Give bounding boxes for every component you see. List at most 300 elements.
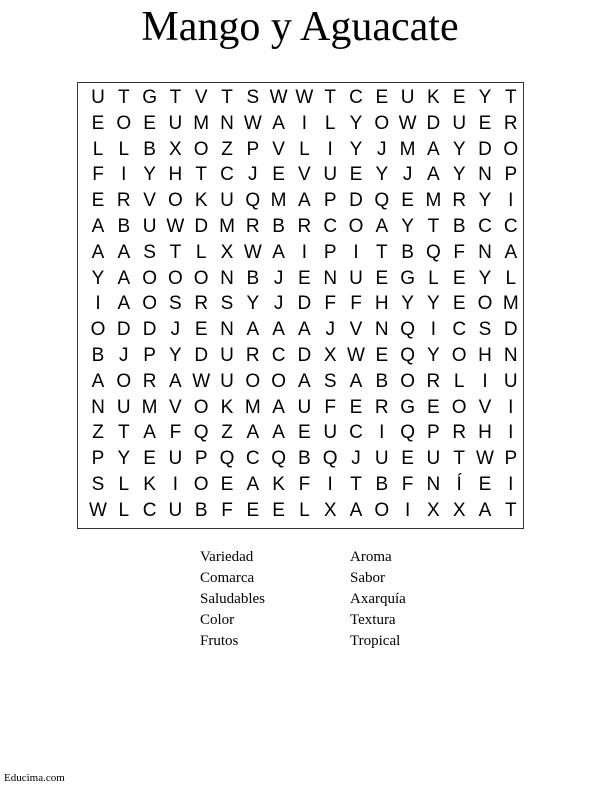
grid-letter: O	[142, 267, 157, 289]
grid-letter: O	[193, 138, 209, 160]
grid-letter: U	[503, 370, 518, 392]
grid-letter: U	[374, 448, 389, 470]
grid-letter: P	[504, 164, 518, 186]
grid-letter: L	[299, 138, 310, 160]
grid-letter: B	[298, 448, 311, 470]
grid-letter: I	[301, 241, 308, 263]
grid-letter: U	[220, 345, 234, 366]
grid-letter: O	[451, 396, 467, 418]
grid-letter: A	[169, 370, 182, 392]
grid-letter: C	[271, 345, 286, 366]
grid-letter: H	[478, 345, 492, 366]
grid-letter: C	[349, 87, 363, 108]
grid-letter: U	[168, 499, 183, 521]
grid-letter: U	[142, 216, 157, 237]
grid-letter: P	[323, 241, 337, 263]
grid-letter: R	[116, 190, 131, 212]
grid-letter: U	[452, 112, 467, 134]
grid-letter: J	[325, 319, 335, 341]
grid-letter: D	[194, 345, 209, 366]
grid-letter: A	[246, 422, 260, 444]
grid-letter: G	[400, 396, 415, 418]
word-list-left-column	[200, 547, 265, 652]
grid-letter: W	[476, 448, 494, 470]
grid-letter: E	[91, 190, 105, 212]
grid-letter: T	[504, 87, 517, 108]
grid-letter: I	[430, 319, 437, 341]
grid-letter: J	[248, 164, 258, 186]
grid-letter: I	[482, 370, 488, 392]
word-item: Comarca	[200, 570, 255, 586]
grid-letter: U	[116, 396, 131, 418]
grid-letter: Y	[401, 293, 414, 315]
grid-letter: T	[169, 87, 182, 108]
grid-letter: G	[400, 267, 415, 289]
grid-letter: W	[269, 87, 288, 108]
grid-letter: T	[350, 474, 362, 495]
grid-letter: A	[143, 422, 156, 444]
grid-letter: V	[143, 190, 156, 212]
grid-letter: U	[323, 164, 338, 186]
grid-letter: M	[399, 138, 416, 160]
grid-letter: M	[502, 293, 519, 315]
grid-letter: L	[505, 267, 517, 289]
grid-letter: Y	[375, 164, 389, 186]
grid-letter: L	[428, 267, 439, 289]
grid-letter: U	[91, 87, 105, 108]
grid-letter: O	[116, 370, 132, 392]
grid-letter: Y	[452, 164, 466, 186]
grid-letter: A	[272, 422, 285, 444]
grid-row	[78, 472, 525, 498]
grid-letter: B	[143, 138, 156, 160]
word-item: Variedad	[200, 549, 254, 565]
grid-row	[78, 188, 525, 214]
grid-letter: B	[246, 267, 260, 289]
grid-letter: X	[220, 241, 234, 263]
grid-letter: L	[195, 241, 207, 263]
grid-letter: T	[117, 422, 130, 444]
grid-letter: A	[91, 241, 105, 263]
grid-letter: U	[323, 422, 338, 444]
grid-letter: A	[272, 396, 285, 418]
grid-letter: N	[220, 112, 234, 134]
grid-letter: F	[453, 241, 465, 263]
grid-letter: Y	[452, 138, 466, 160]
grid-letter: E	[375, 267, 389, 289]
grid-letter: A	[272, 112, 285, 134]
grid-letter: D	[426, 112, 441, 134]
grid-letter: U	[426, 448, 441, 470]
grid-letter: Y	[427, 293, 440, 315]
page-title: Mango y Aguacate	[141, 4, 459, 50]
grid-letter: M	[425, 190, 442, 212]
grid-letter: Q	[426, 241, 441, 263]
grid-letter: P	[194, 448, 208, 470]
word-item: Saludables	[200, 591, 265, 607]
word-item: Axarquía	[350, 591, 406, 607]
grid-letter: T	[117, 87, 130, 108]
grid-letter: O	[477, 293, 493, 315]
grid-letter: I	[353, 241, 359, 263]
grid-letter: A	[349, 370, 363, 392]
grid-letter: A	[272, 241, 285, 263]
grid-letter: R	[194, 293, 209, 315]
grid-letter: K	[143, 474, 156, 495]
grid-letter: P	[427, 422, 440, 444]
grid-letter: E	[246, 499, 260, 521]
grid-letter: V	[194, 87, 208, 108]
grid-letter: C	[220, 164, 234, 186]
grid-letter: P	[246, 138, 260, 160]
grid-letter: A	[246, 474, 260, 495]
grid-letter: C	[452, 319, 467, 341]
grid-letter: I	[327, 138, 333, 160]
grid-letter: D	[349, 190, 363, 212]
grid-letter: Y	[427, 345, 440, 366]
grid-letter: D	[194, 216, 209, 237]
grid-letter: W	[347, 345, 365, 366]
grid-letter: Y	[401, 216, 414, 237]
grid-letter: J	[402, 164, 413, 186]
grid-letter: T	[221, 87, 233, 108]
grid-letter: E	[401, 190, 414, 212]
grid-letter: A	[298, 190, 311, 212]
grid-letter: Y	[143, 164, 156, 186]
grid-letter: S	[143, 241, 156, 263]
grid-row	[78, 395, 525, 421]
grid-letter: Y	[246, 293, 260, 315]
grid-letter: N	[323, 267, 338, 289]
grid-letter: F	[324, 293, 336, 315]
grid-letter: D	[297, 293, 312, 315]
grid-letter: X	[427, 499, 440, 521]
grid-letter: K	[272, 474, 285, 495]
grid-letter: A	[117, 293, 131, 315]
grid-letter: N	[426, 474, 441, 495]
grid-letter: L	[299, 499, 310, 521]
grid-letter: F	[298, 474, 311, 495]
grid-letter: O	[400, 370, 415, 392]
grid-letter: R	[452, 190, 467, 212]
grid-row	[78, 369, 525, 395]
grid-letter: Í	[456, 474, 462, 495]
grid-letter: B	[401, 241, 414, 263]
grid-letter: A	[91, 216, 105, 237]
grid-letter: J	[119, 345, 129, 366]
word-list	[0, 547, 600, 657]
grid-letter: O	[193, 396, 209, 418]
grid-letter: E	[452, 87, 466, 108]
grid-letter: E	[452, 293, 466, 315]
grid-letter: Q	[322, 448, 338, 470]
grid-letter: I	[508, 422, 514, 444]
grid-letter: H	[168, 164, 183, 186]
grid-letter: A	[246, 319, 260, 341]
grid-letter: J	[170, 319, 181, 341]
grid-letter: T	[427, 216, 440, 237]
grid-letter: L	[92, 138, 104, 160]
grid-letter: D	[116, 319, 131, 341]
grid-letter: N	[503, 345, 518, 366]
grid-letter: Z	[221, 422, 233, 444]
grid-letter: Z	[221, 138, 233, 160]
grid-letter: R	[142, 370, 157, 392]
grid-letter: F	[169, 422, 182, 444]
grid-letter: F	[350, 293, 362, 315]
grid-letter: M	[270, 190, 287, 212]
grid-letter: E	[427, 396, 440, 418]
grid-letter: T	[169, 241, 182, 263]
grid-letter: P	[143, 345, 156, 366]
grid-letter: C	[503, 216, 518, 237]
grid-letter: X	[323, 499, 337, 521]
grid-letter: E	[143, 112, 156, 134]
grid-row	[78, 240, 525, 266]
grid-letter: O	[116, 112, 132, 134]
grid-letter: B	[117, 216, 131, 237]
grid-letter: O	[142, 293, 157, 315]
grid-letter: E	[298, 267, 311, 289]
grid-letter: Q	[400, 422, 415, 444]
grid-letter: E	[143, 448, 156, 470]
grid-letter: D	[478, 138, 492, 160]
word-item: Frutos	[200, 633, 239, 649]
grid-letter: K	[220, 396, 234, 418]
grid-letter: B	[194, 499, 208, 521]
grid-letter: A	[478, 499, 492, 521]
grid-letter: Q	[400, 345, 415, 366]
grid-letter: I	[379, 422, 385, 444]
grid-letter: V	[349, 319, 363, 341]
grid-letter: C	[349, 422, 363, 444]
grid-letter: P	[323, 190, 337, 212]
grid-letter: Q	[374, 190, 390, 212]
grid-letter: Y	[478, 87, 492, 108]
grid-row	[78, 266, 525, 292]
grid-letter: H	[374, 293, 389, 315]
grid-letter: Y	[169, 345, 182, 366]
grid-letter: E	[349, 396, 363, 418]
grid-letter: T	[504, 499, 517, 521]
grid-letter: Q	[400, 319, 415, 341]
grid-letter: V	[272, 138, 285, 160]
grid-letter: B	[91, 345, 105, 366]
grid-letter: F	[92, 164, 104, 186]
word-item: Sabor	[350, 570, 385, 586]
grid-letter: O	[245, 370, 261, 392]
grid-letter: D	[142, 319, 157, 341]
grid-letter: R	[245, 216, 260, 237]
grid-row	[78, 214, 525, 240]
grid-letter: E	[272, 499, 285, 521]
grid-letter: Q	[245, 190, 261, 212]
grid-letter: E	[91, 112, 105, 134]
grid-letter: C	[245, 448, 260, 470]
grid-letter: F	[324, 396, 336, 418]
grid-letter: M	[244, 396, 261, 418]
grid-letter: S	[169, 293, 182, 315]
grid-letter: C	[142, 499, 157, 521]
grid-letter: O	[193, 267, 209, 289]
grid-letter: I	[508, 190, 514, 212]
grid-letter: U	[168, 448, 183, 470]
grid-letter: N	[478, 164, 492, 186]
grid-letter: S	[478, 319, 492, 341]
grid-letter: S	[323, 370, 337, 392]
grid-letter: C	[323, 216, 338, 237]
grid-letter: J	[273, 293, 284, 315]
grid-letter: Y	[478, 267, 492, 289]
grid-letter: A	[427, 164, 440, 186]
grid-letter: D	[297, 345, 312, 366]
grid-letter: L	[453, 370, 465, 392]
grid-letter: I	[172, 474, 179, 495]
word-item: Color	[200, 612, 235, 628]
grid-letter: Z	[92, 422, 104, 444]
word-item: Tropical	[350, 633, 401, 649]
grid-letter: X	[169, 138, 182, 160]
grid-letter: E	[375, 345, 389, 366]
grid-letter: E	[375, 87, 389, 108]
grid-letter: E	[452, 267, 466, 289]
grid-letter: P	[91, 448, 105, 470]
grid-letter: I	[301, 112, 308, 134]
grid-row	[78, 317, 525, 343]
grid-letter: E	[478, 474, 492, 495]
grid-letter: U	[220, 190, 234, 212]
grid-letter: S	[220, 293, 234, 315]
grid-letter: Y	[117, 448, 131, 470]
grid-letter: O	[451, 345, 467, 366]
word-item: Textura	[350, 612, 396, 628]
grid-letter: N	[220, 319, 234, 341]
grid-row	[78, 291, 525, 317]
grid-letter: L	[324, 112, 336, 134]
grid-row	[78, 85, 525, 111]
grid-letter: N	[91, 396, 105, 418]
grid-letter: O	[168, 190, 183, 212]
word-list-right-column	[350, 547, 406, 652]
grid-letter: V	[169, 396, 182, 418]
grid-letter: W	[166, 216, 185, 237]
grid-row	[78, 162, 525, 188]
grid-letter: Q	[271, 448, 286, 470]
grid-row	[78, 111, 525, 137]
grid-letter: Y	[349, 112, 363, 134]
grid-letter: I	[95, 293, 101, 315]
grid-letter: S	[91, 474, 105, 495]
grid-letter: B	[375, 370, 389, 392]
grid-letter: T	[324, 87, 336, 108]
grid-letter: V	[478, 396, 492, 418]
footer-site-credit: Educima.com	[4, 772, 65, 784]
grid-letter: R	[245, 345, 260, 366]
word-item: Aroma	[350, 549, 392, 565]
grid-letter: E	[272, 164, 285, 186]
grid-letter: X	[323, 345, 337, 366]
grid-letter: A	[91, 370, 105, 392]
grid-letter: J	[273, 267, 284, 289]
grid-letter: B	[375, 474, 389, 495]
grid-letter: M	[219, 216, 235, 237]
grid-letter: U	[297, 396, 312, 418]
grid-letter: R	[297, 216, 312, 237]
grid-letter: O	[503, 138, 519, 160]
grid-letter: O	[374, 112, 390, 134]
grid-letter: M	[141, 396, 158, 418]
grid-letter: E	[194, 319, 208, 341]
grid-letter: A	[298, 370, 311, 392]
grid-letter: O	[90, 319, 106, 341]
grid-letter: F	[221, 499, 233, 521]
grid-letter: A	[272, 319, 285, 341]
grid-row	[78, 137, 525, 163]
grid-letter: K	[194, 190, 208, 212]
grid-letter: A	[117, 241, 131, 263]
grid-letter: J	[351, 448, 361, 470]
grid-row	[78, 446, 525, 472]
grid-letter: O	[348, 216, 364, 237]
grid-letter: F	[401, 474, 414, 495]
grid-letter: Q	[219, 448, 235, 470]
grid-letter: W	[192, 370, 211, 392]
grid-letter: N	[220, 267, 234, 289]
grid-letter: P	[504, 448, 518, 470]
grid-letter: R	[426, 370, 441, 392]
grid-letter: A	[504, 241, 518, 263]
grid-letter: I	[508, 474, 514, 495]
word-search-grid	[77, 82, 524, 529]
grid-letter: W	[398, 112, 417, 134]
grid-letter: I	[404, 499, 411, 521]
grid-letter: A	[298, 319, 311, 341]
grid-letter: R	[503, 112, 518, 134]
grid-letter: O	[168, 267, 183, 289]
grid-letter: B	[452, 216, 466, 237]
grid-letter: E	[478, 112, 492, 134]
grid-letter: U	[400, 87, 415, 108]
grid-letter: J	[377, 138, 387, 160]
grid-letter: E	[298, 422, 311, 444]
grid-row	[78, 343, 525, 369]
grid-letter: V	[298, 164, 311, 186]
grid-letter: D	[503, 319, 518, 341]
grid-letter: W	[243, 241, 262, 263]
grid-letter: E	[401, 448, 414, 470]
grid-letter: I	[327, 474, 333, 495]
grid-letter: R	[452, 422, 467, 444]
grid-letter: W	[89, 499, 107, 521]
grid-letter: T	[195, 164, 207, 186]
grid-letter: Y	[349, 138, 363, 160]
grid-letter: R	[374, 396, 389, 418]
grid-letter: T	[453, 448, 465, 470]
grid-letter: U	[220, 370, 234, 392]
grid-letter: N	[478, 241, 492, 263]
grid-letter: W	[295, 87, 314, 108]
grid-row	[78, 420, 525, 446]
grid-letter: H	[478, 422, 492, 444]
grid-letter: L	[118, 499, 130, 521]
grid-letter: Q	[193, 422, 209, 444]
grid-letter: E	[349, 164, 363, 186]
grid-letter: N	[374, 319, 389, 341]
grid-letter: A	[427, 138, 440, 160]
grid-letter: I	[508, 396, 514, 418]
grid-letter: L	[118, 474, 130, 495]
grid-letter: O	[193, 474, 209, 495]
